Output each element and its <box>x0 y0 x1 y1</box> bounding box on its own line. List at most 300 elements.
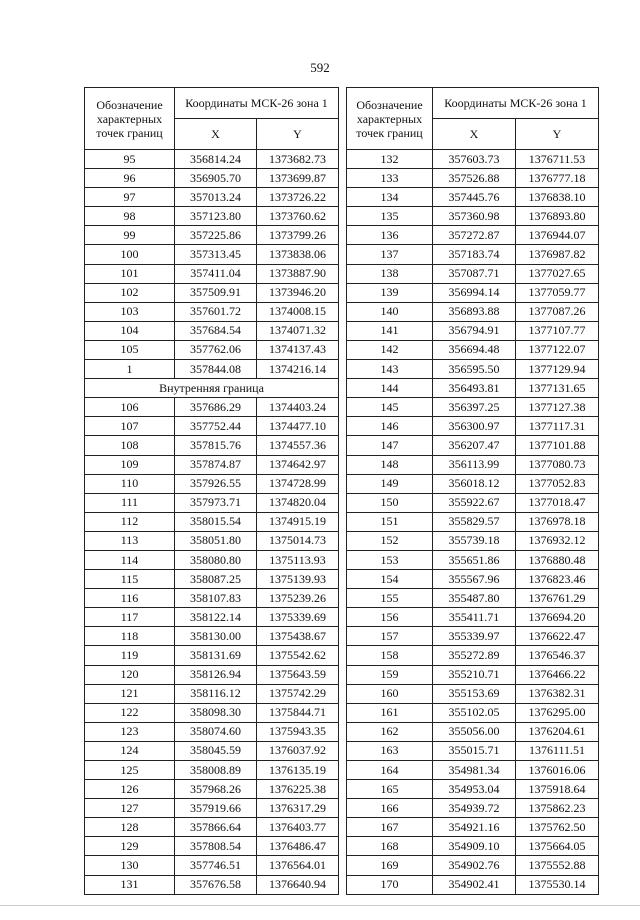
x-coordinate-cell: 357844.08 <box>175 360 257 379</box>
table-row <box>347 799 599 818</box>
table-row <box>347 761 599 780</box>
point-id-cell: 151 <box>347 512 433 531</box>
y-coordinate-cell: 1373887.90 <box>257 264 339 283</box>
table-row <box>85 780 339 799</box>
y-coordinate-cell: 1376640.94 <box>257 875 339 894</box>
x-coordinate-cell: 354921.16 <box>433 818 516 837</box>
table-row <box>85 608 339 627</box>
y-coordinate-cell: 1377027.65 <box>516 264 599 283</box>
table-row <box>85 703 339 722</box>
header-point-designation: Обозначение характерных точек границ <box>85 88 175 150</box>
table-row <box>347 589 599 608</box>
y-coordinate-cell: 1376111.51 <box>516 741 599 760</box>
x-coordinate-cell: 357360.98 <box>433 207 516 226</box>
y-coordinate-cell: 1377059.77 <box>516 283 599 302</box>
y-coordinate-cell: 1375339.69 <box>257 608 339 627</box>
table-row <box>85 627 339 646</box>
x-coordinate-cell: 358080.80 <box>175 550 257 569</box>
point-id-cell: 105 <box>85 340 175 359</box>
section-label-inner-boundary: Внутренняя граница <box>85 379 339 398</box>
table-row <box>85 799 339 818</box>
point-id-cell: 160 <box>347 684 433 703</box>
x-coordinate-cell: 357676.58 <box>175 875 257 894</box>
table-row <box>347 360 599 379</box>
x-coordinate-cell: 358107.83 <box>175 589 257 608</box>
x-coordinate-cell: 358074.60 <box>175 722 257 741</box>
x-coordinate-cell: 357509.91 <box>175 283 257 302</box>
point-id-cell: 114 <box>85 550 175 569</box>
point-id-cell: 123 <box>85 722 175 741</box>
point-id-cell: 159 <box>347 665 433 684</box>
table-row <box>347 703 599 722</box>
y-coordinate-cell: 1373838.06 <box>257 245 339 264</box>
table-row <box>85 360 339 379</box>
header-y: Y <box>516 119 599 150</box>
point-id-cell: 150 <box>347 493 433 512</box>
y-coordinate-cell: 1376893.80 <box>516 207 599 226</box>
table-row <box>85 589 339 608</box>
x-coordinate-cell: 357926.55 <box>175 474 257 493</box>
x-coordinate-cell: 357445.76 <box>433 188 516 207</box>
point-id-cell: 96 <box>85 169 175 188</box>
y-coordinate-cell: 1375530.14 <box>516 875 599 894</box>
y-coordinate-cell: 1377052.83 <box>516 474 599 493</box>
point-id-cell: 169 <box>347 856 433 875</box>
point-id-cell: 132 <box>347 150 433 169</box>
x-coordinate-cell: 355487.80 <box>433 589 516 608</box>
x-coordinate-cell: 358045.59 <box>175 741 257 760</box>
point-id-cell: 137 <box>347 245 433 264</box>
table-row <box>85 646 339 665</box>
table-row <box>85 512 339 531</box>
y-coordinate-cell: 1375438.67 <box>257 627 339 646</box>
point-id-cell: 154 <box>347 570 433 589</box>
coordinates-table-right <box>346 87 599 895</box>
point-id-cell: 119 <box>85 646 175 665</box>
y-coordinate-cell: 1377122.07 <box>516 340 599 359</box>
x-coordinate-cell: 356018.12 <box>433 474 516 493</box>
x-coordinate-cell: 357808.54 <box>175 837 257 856</box>
table-row <box>85 818 339 837</box>
y-coordinate-cell: 1375664.05 <box>516 837 599 856</box>
x-coordinate-cell: 357684.54 <box>175 321 257 340</box>
point-id-cell: 128 <box>85 818 175 837</box>
y-coordinate-cell: 1376944.07 <box>516 226 599 245</box>
point-id-cell: 101 <box>85 264 175 283</box>
table-row <box>347 321 599 340</box>
table-row <box>85 493 339 512</box>
table-row <box>347 417 599 436</box>
table-row <box>85 875 339 894</box>
y-coordinate-cell: 1377101.88 <box>516 436 599 455</box>
x-coordinate-cell: 358051.80 <box>175 531 257 550</box>
y-coordinate-cell: 1376317.29 <box>257 799 339 818</box>
table-row <box>347 207 599 226</box>
y-coordinate-cell: 1376838.10 <box>516 188 599 207</box>
y-coordinate-cell: 1375862.23 <box>516 799 599 818</box>
table-row <box>347 226 599 245</box>
table-row <box>85 722 339 741</box>
x-coordinate-cell: 355015.71 <box>433 741 516 760</box>
y-coordinate-cell: 1377127.38 <box>516 398 599 417</box>
x-coordinate-cell: 354902.41 <box>433 875 516 894</box>
table-row <box>347 608 599 627</box>
x-coordinate-cell: 356794.91 <box>433 321 516 340</box>
y-coordinate-cell: 1375918.64 <box>516 780 599 799</box>
y-coordinate-cell: 1374820.04 <box>257 493 339 512</box>
table-row <box>85 226 339 245</box>
point-id-cell: 164 <box>347 761 433 780</box>
y-coordinate-cell: 1376777.18 <box>516 169 599 188</box>
point-id-cell: 108 <box>85 436 175 455</box>
point-id-cell: 125 <box>85 761 175 780</box>
table-row <box>347 665 599 684</box>
y-coordinate-cell: 1376564.01 <box>257 856 339 875</box>
y-coordinate-cell: 1373799.26 <box>257 226 339 245</box>
table-row <box>347 264 599 283</box>
table-row <box>85 570 339 589</box>
page-bottom-edge <box>0 905 640 906</box>
point-id-cell: 121 <box>85 684 175 703</box>
table-row <box>347 531 599 550</box>
y-coordinate-cell: 1373699.87 <box>257 169 339 188</box>
point-id-cell: 120 <box>85 665 175 684</box>
y-coordinate-cell: 1376204.61 <box>516 722 599 741</box>
x-coordinate-cell: 357752.44 <box>175 417 257 436</box>
table-row <box>347 436 599 455</box>
y-coordinate-cell: 1373726.22 <box>257 188 339 207</box>
x-coordinate-cell: 356300.97 <box>433 417 516 436</box>
point-id-cell: 140 <box>347 302 433 321</box>
table-row <box>347 474 599 493</box>
point-id-cell: 145 <box>347 398 433 417</box>
point-id-cell: 167 <box>347 818 433 837</box>
y-coordinate-cell: 1375113.93 <box>257 550 339 569</box>
point-id-cell: 153 <box>347 550 433 569</box>
x-coordinate-cell: 355272.89 <box>433 646 516 665</box>
y-coordinate-cell: 1374915.19 <box>257 512 339 531</box>
point-id-cell: 158 <box>347 646 433 665</box>
point-id-cell: 106 <box>85 398 175 417</box>
point-id-cell: 139 <box>347 283 433 302</box>
y-coordinate-cell: 1376711.53 <box>516 150 599 169</box>
point-id-cell: 143 <box>347 360 433 379</box>
x-coordinate-cell: 354939.72 <box>433 799 516 818</box>
table-row <box>85 340 339 359</box>
x-coordinate-cell: 354953.04 <box>433 780 516 799</box>
y-coordinate-cell: 1376466.22 <box>516 665 599 684</box>
y-coordinate-cell: 1375239.26 <box>257 589 339 608</box>
table-row <box>85 302 339 321</box>
y-coordinate-cell: 1376622.47 <box>516 627 599 646</box>
y-coordinate-cell: 1376225.38 <box>257 780 339 799</box>
y-coordinate-cell: 1375552.88 <box>516 856 599 875</box>
table-row <box>85 436 339 455</box>
point-id-cell: 142 <box>347 340 433 359</box>
point-id-cell: 155 <box>347 589 433 608</box>
x-coordinate-cell: 356694.48 <box>433 340 516 359</box>
point-id-cell: 110 <box>85 474 175 493</box>
header-x: X <box>175 119 257 150</box>
point-id-cell: 102 <box>85 283 175 302</box>
y-coordinate-cell: 1373760.62 <box>257 207 339 226</box>
table-row <box>85 321 339 340</box>
x-coordinate-cell: 358116.12 <box>175 684 257 703</box>
point-id-cell: 95 <box>85 150 175 169</box>
table-row <box>347 340 599 359</box>
header-x: X <box>433 119 516 150</box>
table-row <box>347 684 599 703</box>
point-id-cell: 103 <box>85 302 175 321</box>
point-id-cell: 170 <box>347 875 433 894</box>
x-coordinate-cell: 358087.25 <box>175 570 257 589</box>
x-coordinate-cell: 358122.14 <box>175 608 257 627</box>
y-coordinate-cell: 1376761.29 <box>516 589 599 608</box>
point-id-cell: 131 <box>85 875 175 894</box>
table-row <box>85 531 339 550</box>
x-coordinate-cell: 357603.73 <box>433 150 516 169</box>
point-id-cell: 146 <box>347 417 433 436</box>
x-coordinate-cell: 354902.76 <box>433 856 516 875</box>
x-coordinate-cell: 357874.87 <box>175 455 257 474</box>
x-coordinate-cell: 357601.72 <box>175 302 257 321</box>
x-coordinate-cell: 357411.04 <box>175 264 257 283</box>
y-coordinate-cell: 1376382.31 <box>516 684 599 703</box>
table-row <box>85 169 339 188</box>
y-coordinate-cell: 1373682.73 <box>257 150 339 169</box>
x-coordinate-cell: 358008.89 <box>175 761 257 780</box>
point-id-cell: 157 <box>347 627 433 646</box>
point-id-cell: 136 <box>347 226 433 245</box>
table-row <box>347 875 599 894</box>
point-id-cell: 130 <box>85 856 175 875</box>
x-coordinate-cell: 356113.99 <box>433 455 516 474</box>
x-coordinate-cell: 357968.26 <box>175 780 257 799</box>
point-id-cell: 97 <box>85 188 175 207</box>
table-row <box>85 474 339 493</box>
x-coordinate-cell: 355210.71 <box>433 665 516 684</box>
table-row <box>85 207 339 226</box>
y-coordinate-cell: 1376987.82 <box>516 245 599 264</box>
point-id-cell: 138 <box>347 264 433 283</box>
point-id-cell: 1 <box>85 360 175 379</box>
table-row <box>347 856 599 875</box>
y-coordinate-cell: 1375139.93 <box>257 570 339 589</box>
x-coordinate-cell: 355651.86 <box>433 550 516 569</box>
point-id-cell: 98 <box>85 207 175 226</box>
table-row <box>85 150 339 169</box>
x-coordinate-cell: 355411.71 <box>433 608 516 627</box>
x-coordinate-cell: 356994.14 <box>433 283 516 302</box>
y-coordinate-cell: 1376135.19 <box>257 761 339 780</box>
x-coordinate-cell: 356893.88 <box>433 302 516 321</box>
y-coordinate-cell: 1377018.47 <box>516 493 599 512</box>
x-coordinate-cell: 356493.81 <box>433 379 516 398</box>
page-number: 592 <box>310 60 330 75</box>
point-id-cell: 115 <box>85 570 175 589</box>
y-coordinate-cell: 1374403.24 <box>257 398 339 417</box>
table-row <box>347 398 599 417</box>
table-row <box>85 398 339 417</box>
point-id-cell: 163 <box>347 741 433 760</box>
y-coordinate-cell: 1374071.32 <box>257 321 339 340</box>
x-coordinate-cell: 358015.54 <box>175 512 257 531</box>
y-coordinate-cell: 1375844.71 <box>257 703 339 722</box>
y-coordinate-cell: 1377129.94 <box>516 360 599 379</box>
y-coordinate-cell: 1376694.20 <box>516 608 599 627</box>
x-coordinate-cell: 357225.86 <box>175 226 257 245</box>
point-id-cell: 134 <box>347 188 433 207</box>
point-id-cell: 112 <box>85 512 175 531</box>
y-coordinate-cell: 1374216.14 <box>257 360 339 379</box>
point-id-cell: 133 <box>347 169 433 188</box>
point-id-cell: 124 <box>85 741 175 760</box>
point-id-cell: 117 <box>85 608 175 627</box>
x-coordinate-cell: 357746.51 <box>175 856 257 875</box>
x-coordinate-cell: 355102.05 <box>433 703 516 722</box>
y-coordinate-cell: 1374642.97 <box>257 455 339 474</box>
table-row <box>347 570 599 589</box>
point-id-cell: 109 <box>85 455 175 474</box>
x-coordinate-cell: 355056.00 <box>433 722 516 741</box>
table-row <box>85 684 339 703</box>
table-row <box>85 741 339 760</box>
point-id-cell: 127 <box>85 799 175 818</box>
y-coordinate-cell: 1375762.50 <box>516 818 599 837</box>
x-coordinate-cell: 355922.67 <box>433 493 516 512</box>
y-coordinate-cell: 1373946.20 <box>257 283 339 302</box>
point-id-cell: 99 <box>85 226 175 245</box>
table-row <box>85 283 339 302</box>
point-id-cell: 149 <box>347 474 433 493</box>
x-coordinate-cell: 357183.74 <box>433 245 516 264</box>
table-row <box>347 302 599 321</box>
y-coordinate-cell: 1376932.12 <box>516 531 599 550</box>
point-id-cell: 129 <box>85 837 175 856</box>
x-coordinate-cell: 356207.47 <box>433 436 516 455</box>
table-row <box>85 417 339 436</box>
x-coordinate-cell: 357313.45 <box>175 245 257 264</box>
table-row <box>347 283 599 302</box>
table-row <box>347 722 599 741</box>
point-id-cell: 152 <box>347 531 433 550</box>
header-coordinates-group: Координаты МСК-26 зона 1 <box>433 88 599 119</box>
x-coordinate-cell: 355567.96 <box>433 570 516 589</box>
header-point-designation: Обозначение характерных точек границ <box>347 88 433 150</box>
y-coordinate-cell: 1376978.18 <box>516 512 599 531</box>
x-coordinate-cell: 357973.71 <box>175 493 257 512</box>
y-coordinate-cell: 1376295.00 <box>516 703 599 722</box>
table-row <box>347 493 599 512</box>
y-coordinate-cell: 1376016.06 <box>516 761 599 780</box>
x-coordinate-cell: 358126.94 <box>175 665 257 684</box>
point-id-cell: 161 <box>347 703 433 722</box>
x-coordinate-cell: 358131.69 <box>175 646 257 665</box>
header-y: Y <box>257 119 339 150</box>
point-id-cell: 113 <box>85 531 175 550</box>
table-row <box>347 550 599 569</box>
table-row <box>85 264 339 283</box>
table-row <box>347 837 599 856</box>
x-coordinate-cell: 355739.18 <box>433 531 516 550</box>
y-coordinate-cell: 1376546.37 <box>516 646 599 665</box>
table-row <box>347 741 599 760</box>
table-row <box>347 379 599 398</box>
y-coordinate-cell: 1376486.47 <box>257 837 339 856</box>
x-coordinate-cell: 357866.64 <box>175 818 257 837</box>
x-coordinate-cell: 356595.50 <box>433 360 516 379</box>
x-coordinate-cell: 357526.88 <box>433 169 516 188</box>
x-coordinate-cell: 356397.25 <box>433 398 516 417</box>
y-coordinate-cell: 1376037.92 <box>257 741 339 760</box>
x-coordinate-cell: 356814.24 <box>175 150 257 169</box>
table-row <box>347 627 599 646</box>
y-coordinate-cell: 1375643.59 <box>257 665 339 684</box>
table-row <box>85 245 339 264</box>
y-coordinate-cell: 1375943.35 <box>257 722 339 741</box>
y-coordinate-cell: 1377131.65 <box>516 379 599 398</box>
x-coordinate-cell: 357762.06 <box>175 340 257 359</box>
point-id-cell: 135 <box>347 207 433 226</box>
x-coordinate-cell: 357123.80 <box>175 207 257 226</box>
point-id-cell: 168 <box>347 837 433 856</box>
y-coordinate-cell: 1377087.26 <box>516 302 599 321</box>
section-row <box>85 379 339 398</box>
y-coordinate-cell: 1374137.43 <box>257 340 339 359</box>
x-coordinate-cell: 357815.76 <box>175 436 257 455</box>
x-coordinate-cell: 354981.34 <box>433 761 516 780</box>
table-row <box>347 646 599 665</box>
point-id-cell: 126 <box>85 780 175 799</box>
coordinates-table-left <box>84 87 339 895</box>
point-id-cell: 165 <box>347 780 433 799</box>
table-row <box>347 245 599 264</box>
x-coordinate-cell: 356905.70 <box>175 169 257 188</box>
y-coordinate-cell: 1374557.36 <box>257 436 339 455</box>
x-coordinate-cell: 358130.00 <box>175 627 257 646</box>
table-row <box>347 188 599 207</box>
point-id-cell: 162 <box>347 722 433 741</box>
y-coordinate-cell: 1376880.48 <box>516 550 599 569</box>
y-coordinate-cell: 1374008.15 <box>257 302 339 321</box>
x-coordinate-cell: 357087.71 <box>433 264 516 283</box>
table-row <box>85 856 339 875</box>
table-row <box>347 818 599 837</box>
x-coordinate-cell: 355153.69 <box>433 684 516 703</box>
point-id-cell: 148 <box>347 455 433 474</box>
table-row <box>85 455 339 474</box>
point-id-cell: 122 <box>85 703 175 722</box>
y-coordinate-cell: 1376403.77 <box>257 818 339 837</box>
x-coordinate-cell: 354909.10 <box>433 837 516 856</box>
y-coordinate-cell: 1376823.46 <box>516 570 599 589</box>
table-row <box>347 169 599 188</box>
point-id-cell: 147 <box>347 436 433 455</box>
y-coordinate-cell: 1375742.29 <box>257 684 339 703</box>
table-row <box>347 512 599 531</box>
header-coordinates-group: Координаты МСК-26 зона 1 <box>175 88 339 119</box>
table-row <box>85 761 339 780</box>
x-coordinate-cell: 355829.57 <box>433 512 516 531</box>
point-id-cell: 144 <box>347 379 433 398</box>
y-coordinate-cell: 1377117.31 <box>516 417 599 436</box>
y-coordinate-cell: 1374728.99 <box>257 474 339 493</box>
y-coordinate-cell: 1375014.73 <box>257 531 339 550</box>
point-id-cell: 104 <box>85 321 175 340</box>
table-row <box>85 837 339 856</box>
point-id-cell: 100 <box>85 245 175 264</box>
x-coordinate-cell: 357272.87 <box>433 226 516 245</box>
